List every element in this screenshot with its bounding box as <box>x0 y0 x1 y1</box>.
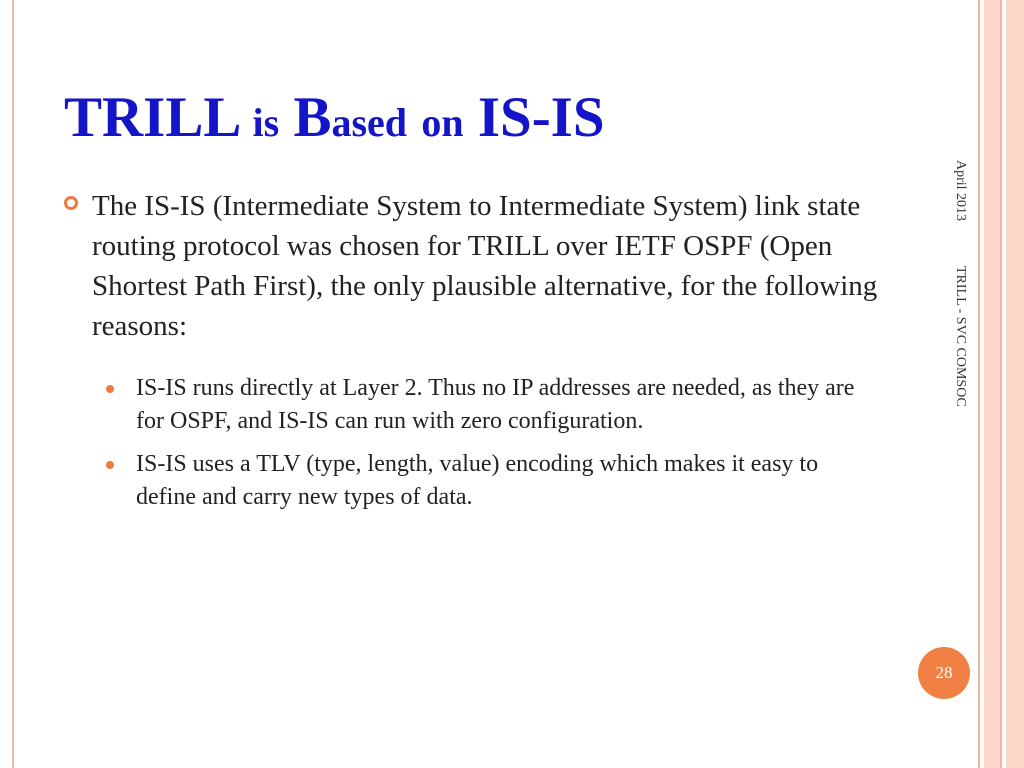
title-part: B <box>279 86 332 149</box>
sub-bullet-list <box>92 372 882 514</box>
sub-bullet-item <box>92 448 882 514</box>
bullet-item <box>62 186 882 514</box>
right-stripe-4 <box>1006 0 1024 768</box>
title-part-small: on <box>421 100 464 145</box>
title-part: TRILL <box>64 86 253 149</box>
side-footer: TRILL - SVC COMSOC <box>953 266 968 407</box>
dot-bullet-icon <box>106 461 114 469</box>
right-stripe-2 <box>984 0 1000 768</box>
page-number: 28 <box>935 663 953 682</box>
right-stripe-1 <box>978 0 980 768</box>
sub-bullet-text: IS-IS runs directly at Layer 2. Thus no IP addresses are needed, as they are for OSPF, and IS-IS can run with zero configuration. <box>136 375 855 434</box>
bullet-text: The IS-IS (Intermediate System to Intermediate System) link state routing protocol was chosen for TRILL over IETF OSPF (Open Shortest Path First), the only plausible alternative, for the following reasons: <box>92 190 878 342</box>
bullet-list <box>62 186 882 524</box>
ring-bullet-icon <box>64 196 78 210</box>
title-part <box>407 86 421 149</box>
dot-bullet-icon <box>106 385 114 393</box>
title-part-small: is <box>252 100 280 145</box>
sub-bullet-item <box>92 372 882 438</box>
right-stripe-3 <box>1000 0 1002 768</box>
title-part: IS-IS <box>463 86 605 149</box>
slide-title <box>64 82 924 159</box>
title-part-small: ased <box>331 100 408 145</box>
sub-bullet-text: IS-IS uses a TLV (type, length, value) encoding which makes it easy to define and carry new types of data. <box>136 451 819 510</box>
side-date: April 2013 <box>953 160 968 222</box>
left-border-line <box>12 0 14 768</box>
page-number-badge <box>918 647 970 699</box>
